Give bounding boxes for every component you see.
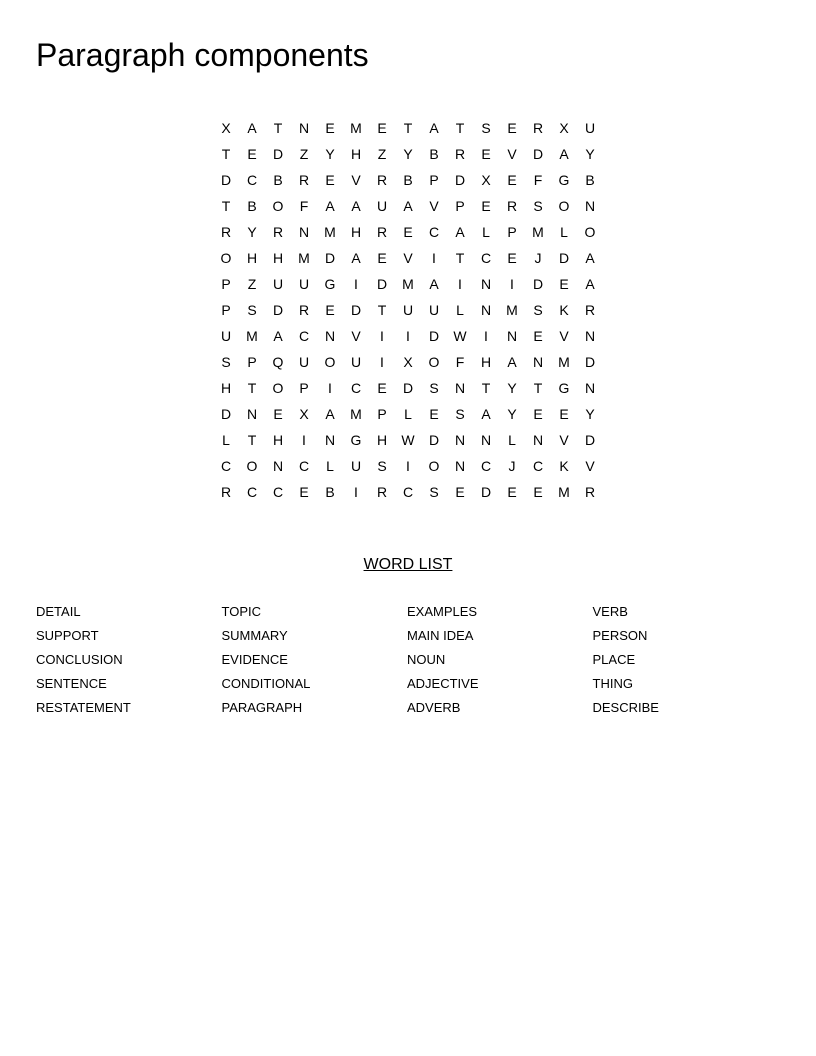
grid-letter: R (376, 224, 388, 240)
grid-letter: Z (377, 146, 387, 162)
grid-letter: A (507, 354, 517, 370)
word-list-item: PARAGRAPH (221, 700, 303, 715)
grid-letter: E (481, 198, 491, 214)
grid-row (213, 193, 603, 219)
grid-row (213, 349, 603, 375)
word-list-item: DESCRIBE (592, 700, 659, 715)
grid-letter: Y (585, 406, 595, 422)
grid-letter: Y (403, 146, 413, 162)
word-list-item: EXAMPLES (407, 604, 478, 619)
grid-letter: R (584, 302, 596, 318)
grid-letter: D (220, 406, 232, 422)
grid-letter: C (532, 458, 544, 474)
word-list-column (593, 600, 779, 720)
grid-letter: D (584, 354, 596, 370)
grid-letter: T (403, 120, 413, 136)
word-list-item: SUPPORT (36, 628, 99, 643)
grid-letter: X (559, 120, 569, 136)
grid-letter: E (429, 406, 439, 422)
grid-letter: T (481, 380, 491, 396)
grid-letter: R (298, 172, 310, 188)
grid-letter: V (351, 328, 361, 344)
grid-letter: M (506, 302, 518, 318)
grid-letter: Y (325, 146, 335, 162)
grid-letter: B (247, 198, 257, 214)
grid-letter: M (402, 276, 414, 292)
grid-letter: D (376, 276, 388, 292)
grid-letter: L (456, 302, 464, 318)
grid-row (213, 427, 603, 453)
grid-letter: M (558, 354, 570, 370)
grid-letter: N (480, 276, 492, 292)
grid-letter: S (533, 302, 543, 318)
grid-row (213, 271, 603, 297)
grid-letter: N (506, 328, 518, 344)
grid-letter: X (481, 172, 491, 188)
grid-letter: S (429, 380, 439, 396)
grid-letter: O (324, 354, 336, 370)
grid-letter: L (560, 224, 568, 240)
grid-letter: B (273, 172, 283, 188)
grid-letter: N (454, 380, 466, 396)
grid-letter: Y (507, 380, 517, 396)
grid-letter: O (428, 354, 440, 370)
grid-letter: S (429, 484, 439, 500)
grid-letter: H (376, 432, 388, 448)
grid-letter: V (403, 250, 413, 266)
grid-letter: L (404, 406, 412, 422)
grid-letter: J (508, 458, 516, 474)
grid-letter: T (247, 380, 257, 396)
grid-letter: N (272, 458, 284, 474)
grid-letter: A (559, 146, 569, 162)
grid-letter: D (272, 302, 284, 318)
grid-letter: S (221, 354, 231, 370)
grid-letter: C (298, 458, 310, 474)
grid-letter: E (533, 406, 543, 422)
grid-letter: D (584, 432, 596, 448)
grid-letter: N (584, 328, 596, 344)
grid-row (213, 141, 603, 167)
grid-letter: C (272, 484, 284, 500)
grid-letter: O (428, 458, 440, 474)
grid-letter: Y (507, 406, 517, 422)
grid-letter: C (480, 458, 492, 474)
grid-letter: F (533, 172, 543, 188)
page-title: Paragraph components (36, 37, 369, 73)
grid-letter: I (354, 276, 358, 292)
grid-letter: E (299, 484, 309, 500)
grid-letter: U (272, 276, 284, 292)
grid-letter: P (221, 302, 231, 318)
grid-letter: N (480, 432, 492, 448)
grid-letter: X (403, 354, 413, 370)
grid-letter: I (484, 328, 488, 344)
grid-letter: D (480, 484, 492, 500)
grid-letter: Y (585, 146, 595, 162)
grid-letter: R (220, 484, 232, 500)
grid-letter: Z (299, 146, 309, 162)
grid-letter: P (455, 198, 465, 214)
grid-letter: U (350, 354, 362, 370)
grid-letter: I (458, 276, 462, 292)
word-list-heading: WORD LIST (363, 556, 453, 573)
grid-letter: P (221, 276, 231, 292)
grid-letter: I (302, 432, 306, 448)
grid-letter: Z (247, 276, 257, 292)
grid-letter: H (350, 224, 362, 240)
grid-letter: E (377, 250, 387, 266)
grid-letter: D (402, 380, 414, 396)
grid-letter: S (377, 458, 387, 474)
grid-letter: T (533, 380, 543, 396)
grid-letter: L (508, 432, 516, 448)
grid-letter: U (584, 120, 596, 136)
grid-letter: C (350, 380, 362, 396)
grid-letter: T (455, 120, 465, 136)
grid-letter: C (402, 484, 414, 500)
grid-letter: A (481, 406, 491, 422)
grid-letter: P (429, 172, 439, 188)
grid-letter: A (429, 120, 439, 136)
grid-letter: E (325, 172, 335, 188)
grid-letter: R (532, 120, 544, 136)
grid-letter: E (481, 146, 491, 162)
grid-letter: A (429, 276, 439, 292)
word-list-item: ADVERB (407, 700, 461, 715)
grid-letter: E (507, 120, 517, 136)
word-list-item: MAIN IDEA (407, 628, 474, 643)
grid-letter: T (247, 432, 257, 448)
grid-letter: E (403, 224, 413, 240)
word-list (36, 600, 780, 720)
grid-letter: N (324, 432, 336, 448)
grid-letter: T (455, 250, 465, 266)
grid-letter: A (351, 198, 361, 214)
grid-letter: A (403, 198, 413, 214)
grid-letter: J (534, 250, 542, 266)
grid-letter: R (376, 172, 388, 188)
grid-letter: O (272, 380, 284, 396)
grid-letter: B (429, 146, 439, 162)
grid-row (213, 297, 603, 323)
grid-letter: C (298, 328, 310, 344)
grid-letter: B (403, 172, 413, 188)
grid-letter: T (273, 120, 283, 136)
grid-letter: K (559, 458, 569, 474)
grid-letter: S (247, 302, 257, 318)
grid-row (213, 167, 603, 193)
grid-letter: F (299, 198, 309, 214)
word-list-item: DETAIL (36, 604, 81, 619)
grid-letter: B (325, 484, 335, 500)
grid-letter: A (325, 406, 335, 422)
grid-letter: N (584, 198, 596, 214)
grid-letter: D (272, 146, 284, 162)
grid-letter: O (246, 458, 258, 474)
grid-letter: A (585, 250, 595, 266)
grid-letter: N (532, 354, 544, 370)
grid-letter: C (428, 224, 440, 240)
grid-letter: E (455, 484, 465, 500)
grid-letter: F (455, 354, 465, 370)
grid-letter: E (533, 328, 543, 344)
word-list-item: PERSON (592, 628, 648, 643)
grid-letter: U (402, 302, 414, 318)
grid-letter: N (480, 302, 492, 318)
word-list-item: NOUN (407, 652, 446, 667)
grid-letter: C (220, 458, 232, 474)
grid-letter: I (510, 276, 514, 292)
grid-letter: N (454, 432, 466, 448)
grid-letter: R (506, 198, 518, 214)
grid-letter: D (454, 172, 466, 188)
grid-letter: O (584, 224, 596, 240)
word-list-item: SUMMARY (221, 628, 288, 643)
word-list-item: VERB (592, 604, 628, 619)
grid-letter: R (584, 484, 596, 500)
grid-letter: M (558, 484, 570, 500)
grid-letter: R (298, 302, 310, 318)
grid-letter: G (324, 276, 336, 292)
grid-row (213, 375, 603, 401)
grid-letter: K (559, 302, 569, 318)
grid-letter: C (246, 172, 258, 188)
grid-letter: O (220, 250, 232, 266)
word-list-item: CONCLUSION (36, 652, 123, 667)
grid-letter: R (454, 146, 466, 162)
grid-letter: T (221, 146, 231, 162)
grid-letter: R (220, 224, 232, 240)
grid-letter: I (380, 328, 384, 344)
grid-letter: Y (247, 224, 257, 240)
grid-row (213, 115, 603, 141)
word-list-column (36, 600, 222, 720)
grid-letter: Q (272, 354, 284, 370)
grid-letter: E (325, 302, 335, 318)
grid-letter: H (246, 250, 258, 266)
grid-letter: C (246, 484, 258, 500)
word-list-item: ADJECTIVE (407, 676, 479, 691)
grid-letter: V (559, 328, 569, 344)
grid-letter: E (507, 172, 517, 188)
grid-letter: I (406, 458, 410, 474)
grid-row (213, 219, 603, 245)
grid-letter: E (377, 380, 387, 396)
grid-letter: G (558, 172, 570, 188)
grid-letter: D (532, 276, 544, 292)
grid-row (213, 401, 603, 427)
word-search-grid (213, 115, 603, 505)
grid-letter: N (246, 406, 258, 422)
word-list-item: TOPIC (221, 604, 261, 619)
grid-row (213, 245, 603, 271)
grid-letter: W (401, 432, 415, 448)
grid-letter: V (585, 458, 595, 474)
grid-letter: V (507, 146, 517, 162)
grid-letter: D (324, 250, 336, 266)
grid-letter: H (272, 432, 284, 448)
word-list-item: PLACE (592, 652, 636, 667)
grid-letter: O (272, 198, 284, 214)
grid-letter: E (559, 406, 569, 422)
grid-letter: D (558, 250, 570, 266)
grid-letter: D (220, 172, 232, 188)
grid-letter: U (428, 302, 440, 318)
grid-letter: X (299, 406, 309, 422)
grid-letter: S (533, 198, 543, 214)
grid-letter: U (298, 354, 310, 370)
grid-letter: T (221, 198, 231, 214)
grid-letter: M (324, 224, 336, 240)
grid-letter: H (220, 380, 232, 396)
grid-letter: T (377, 302, 387, 318)
grid-letter: U (220, 328, 232, 344)
grid-letter: I (354, 484, 358, 500)
grid-letter: U (350, 458, 362, 474)
word-list-item: RESTATEMENT (36, 700, 131, 715)
grid-letter: L (222, 432, 230, 448)
grid-letter: E (533, 484, 543, 500)
grid-letter: E (559, 276, 569, 292)
grid-letter: A (455, 224, 465, 240)
grid-letter: E (507, 484, 517, 500)
grid-letter: C (480, 250, 492, 266)
grid-letter: M (298, 250, 310, 266)
grid-letter: E (325, 120, 335, 136)
grid-letter: B (585, 172, 595, 188)
grid-letter: H (350, 146, 362, 162)
grid-letter: R (376, 484, 388, 500)
grid-letter: I (406, 328, 410, 344)
grid-letter: D (428, 328, 440, 344)
grid-letter: I (432, 250, 436, 266)
grid-letter: A (351, 250, 361, 266)
grid-letter: L (482, 224, 490, 240)
grid-letter: H (272, 250, 284, 266)
word-list-column (407, 600, 593, 720)
word-list-column (222, 600, 408, 720)
grid-letter: H (480, 354, 492, 370)
grid-letter: D (532, 146, 544, 162)
grid-letter: M (350, 120, 362, 136)
grid-letter: D (350, 302, 362, 318)
grid-letter: N (298, 224, 310, 240)
grid-letter: E (273, 406, 283, 422)
grid-letter: V (429, 198, 439, 214)
grid-letter: N (298, 120, 310, 136)
grid-row (213, 479, 603, 505)
grid-letter: A (273, 328, 283, 344)
grid-letter: I (328, 380, 332, 396)
grid-letter: P (247, 354, 257, 370)
grid-letter: P (377, 406, 387, 422)
grid-letter: I (380, 354, 384, 370)
grid-row (213, 323, 603, 349)
grid-letter: X (221, 120, 231, 136)
grid-letter: M (350, 406, 362, 422)
grid-letter: M (246, 328, 258, 344)
word-list-item: EVIDENCE (221, 652, 288, 667)
word-list-item: THING (592, 676, 633, 691)
grid-letter: N (324, 328, 336, 344)
grid-letter: A (247, 120, 257, 136)
word-list-item: SENTENCE (36, 676, 107, 691)
grid-letter: E (247, 146, 257, 162)
grid-letter: E (377, 120, 387, 136)
grid-row (213, 453, 603, 479)
grid-letter: P (507, 224, 517, 240)
grid-letter: A (325, 198, 335, 214)
grid-letter: V (351, 172, 361, 188)
grid-letter: L (326, 458, 334, 474)
grid-letter: M (532, 224, 544, 240)
grid-letter: P (299, 380, 309, 396)
grid-letter: S (455, 406, 465, 422)
grid-letter: W (453, 328, 467, 344)
grid-letter: G (350, 432, 362, 448)
grid-letter: N (532, 432, 544, 448)
grid-letter: E (507, 250, 517, 266)
grid-letter: N (584, 380, 596, 396)
grid-letter: U (298, 276, 310, 292)
grid-letter: G (558, 380, 570, 396)
grid-letter: U (376, 198, 388, 214)
grid-letter: R (272, 224, 284, 240)
grid-letter: N (454, 458, 466, 474)
grid-letter: V (559, 432, 569, 448)
grid-letter: A (585, 276, 595, 292)
grid-letter: S (481, 120, 491, 136)
grid-letter: O (558, 198, 570, 214)
word-list-item: CONDITIONAL (221, 676, 311, 691)
grid-letter: D (428, 432, 440, 448)
